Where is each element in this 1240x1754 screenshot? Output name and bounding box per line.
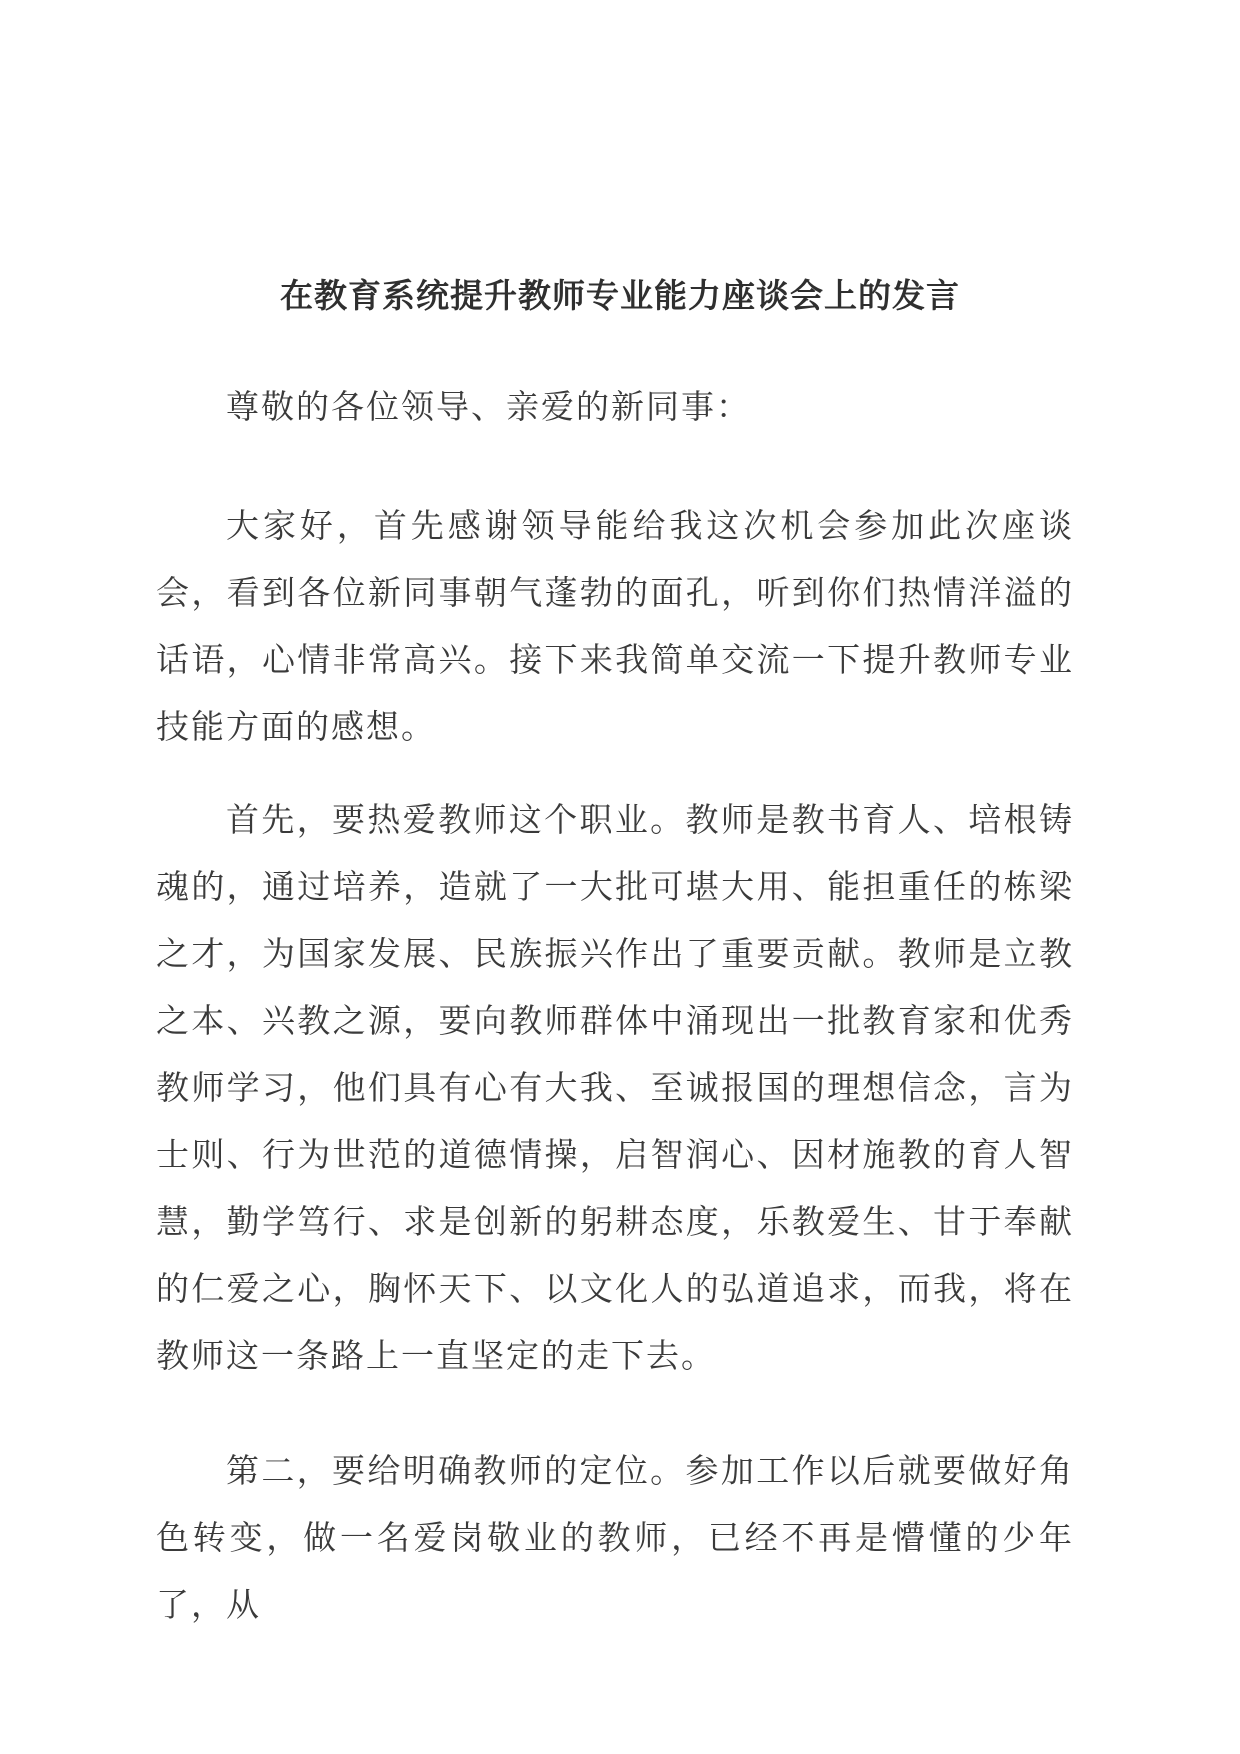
paragraph-second-point: 第二，要给明确教师的定位。参加工作以后就要做好角色转变，做一名爱岗敬业的教师，已经不再是懵懂的少年了，从 [156,1451,1074,1624]
paragraph-intro: 大家好，首先感谢领导能给我这次机会参加此次座谈会，看到各位新同事朝气蓬勃的面孔，听到你们热情洋溢的话语，心情非常高兴。接下来我简单交流一下提升教师专业技能方面的感想。 [156,506,1074,746]
document-title: 在教育系统提升教师专业能力座谈会上的发言 [280,276,960,315]
paragraph-first-point: 首先，要热爱教师这个职业。教师是教书育人、培根铸魂的，通过培养，造就了一大批可堪大用、能担重任的栋梁之才，为国家发展、民族振兴作出了重要贡献。教师是立教之本、兴教之源，要向教师群体中涌现出一批教育家和优秀教师学习，他们具有心有大我、至诚报国的理想信念，言为士则、行为世范的道德情操，启智润心、因材施教的育人智慧，勤学笃行、求是创新的躬耕态度，乐教爱生、甘于奉献的仁爱之心，胸怀天下、以文化人的弘道追求，而我，将在教师这一条路上一直坚定的走下去。 [156,800,1074,1375]
salutation: 尊敬的各位领导、亲爱的新同事： [226,387,751,426]
